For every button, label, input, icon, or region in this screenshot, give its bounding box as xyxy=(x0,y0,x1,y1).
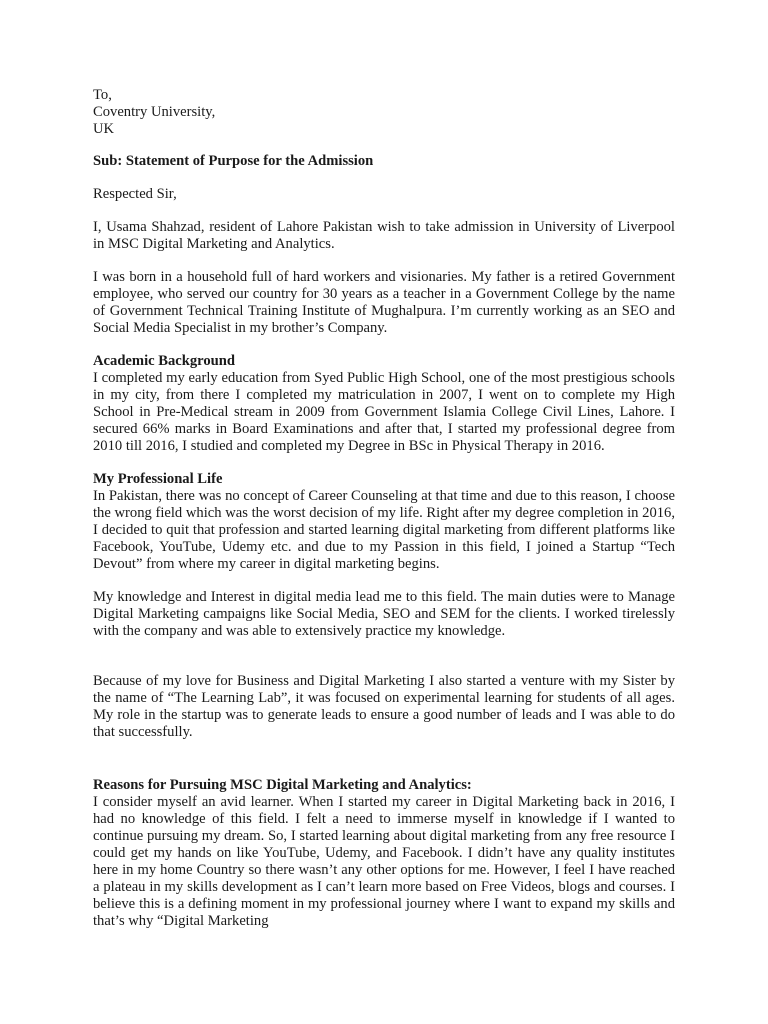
reasons-paragraph: I consider myself an avid learner. When I started my career in Digital Marketing back in 2016, I had no knowledge of this field. I felt a need to immerse myself in knowledge if I wanted to continue pursuing my dream. So, I started learning about digital marketing from any free resource I could get my hands on like YouTube, Udemy, and Facebook. I didn’t have any quality institutes here in my home Country so there wasn’t any other options for me. However, I feel I have reached a plateau in my skills development as I can’t learn more based on Free Videos, blogs and courses. I believe this is a defining moment in my professional journey where I want to expand my skills and that’s why “Digital Marketing xyxy=(93,794,675,929)
letter-page xyxy=(93,87,675,930)
professional-paragraph-1: In Pakistan, there was no concept of Career Counseling at that time and due to this reason, I choose the wrong field which was the worst decision of my life. Right after my degree completion in 2016, I decided to quit that profession and started learning digital marketing from different platforms like Facebook, YouTube, Udemy etc. and due to my Passion in this field, I joined a Startup “Tech Devout” from where my career in digital marketing begins. xyxy=(93,488,675,572)
professional-heading: My Professional Life xyxy=(93,471,223,487)
address-line-1: To, xyxy=(93,87,112,103)
salutation: Respected Sir, xyxy=(93,186,177,202)
academic-paragraph: I completed my early education from Syed Public High School, one of the most prestigious schools in my city, from there I completed my matriculation in 2007, I went on to complete my High School in Pre-Medical stream in 2009 from Government Islamia College Civil Lines, Lahore. I secured 66% marks in Board Examinations and after that, I started my professional degree from 2010 till 2016, I studied and completed my Degree in BSc in Physical Therapy in 2016. xyxy=(93,370,675,454)
professional-paragraph-3: Because of my love for Business and Digital Marketing I also started a venture with my Sister by the name of “The Learning Lab”, it was focused on experimental learning for students of all ages. My role in the startup was to generate leads to ensure a good number of leads and I was able to do that successfully. xyxy=(93,673,675,740)
family-paragraph: I was born in a household full of hard workers and visionaries. My father is a retired Government employee, who served our country for 30 years as a teacher in a Government College by the name of Government Technical Training Institute of Mughalpura. I’m currently working as an SEO and Social Media Specialist in my brother’s Company. xyxy=(93,269,675,336)
address-line-2: Coventry University, xyxy=(93,104,216,120)
address-line-3: UK xyxy=(93,121,115,137)
intro-paragraph: I, Usama Shahzad, resident of Lahore Pakistan wish to take admission in University of Liverpool in MSC Digital Marketing and Analytics. xyxy=(93,219,675,252)
subject-line: Sub: Statement of Purpose for the Admission xyxy=(93,153,374,169)
recipient-address xyxy=(93,87,675,138)
professional-paragraph-2: My knowledge and Interest in digital media lead me to this field. The main duties were to Manage Digital Marketing campaigns like Social Media, SEO and SEM for the clients. I worked tirelessly with the company and was able to extensively practice my knowledge. xyxy=(93,589,675,639)
reasons-heading: Reasons for Pursuing MSC Digital Marketing and Analytics: xyxy=(93,777,472,793)
academic-heading: Academic Background xyxy=(93,353,236,369)
